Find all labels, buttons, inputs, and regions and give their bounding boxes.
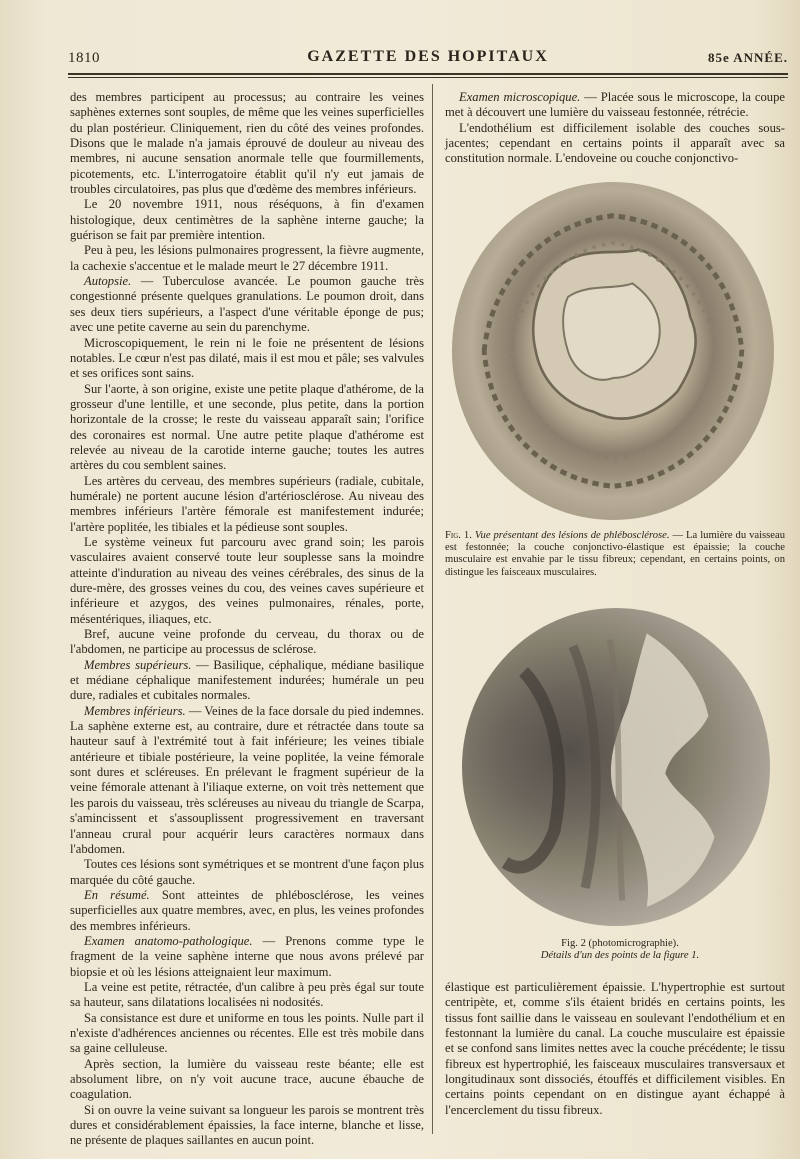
paragraph-text: L'endothélium est difficilement isolable des couches sous-jacentes; cependant en certains points il apparaît avec sa constitution normale. L'endoveine ou couche conjonctivo-	[445, 120, 785, 166]
paragraph-text: Le système veineux fut parcouru avec grand soin; les parois vasculaires avaient conservé toute leur souplesse sans la moindre atteinte d'induration au niveau des veines cérébrales, des sinus de la dure-mère, des grosses veines du cou, des veines caves supérieure et inférieure et azygos, des veines pulmonaires, rénales, porte, mésentériques, iliaques, etc.	[70, 534, 424, 626]
paragraph-text: Les artères du cerveau, des membres supérieurs (radiale, cubitale, humérale) ne portent aucune lésion d'artériosclérose. Au niveau des membres inférieurs l'artère fémorale est manifestement indurée; l'artère poplitée, les tibiales et la pédieuse sont souples.	[70, 473, 424, 534]
paragraph	[70, 658, 424, 704]
paragraph-text: Microscopiquement, le rein ni le foie ne présentent de lésions notables. Le cœur n'est pas dilaté, mais il est mou et pâle; ses valvules et ses orifices sont sains.	[70, 335, 424, 381]
paragraph-lead: Examen microscopique.	[459, 90, 581, 104]
header-rule-thin	[68, 77, 788, 78]
paragraph	[70, 243, 424, 274]
paragraph	[70, 888, 424, 934]
paragraph-text: Le 20 novembre 1911, nous réséquons, à fin d'examen histologique, deux centimètres de la saphène interne gauche; la guérison se fait par première intention.	[70, 197, 424, 243]
paragraph	[445, 980, 785, 1118]
paragraph	[70, 627, 424, 658]
paragraph	[70, 704, 424, 857]
paragraph-lead: En résumé.	[84, 887, 150, 902]
left-column	[70, 90, 424, 1149]
paragraph	[445, 121, 785, 167]
page-header	[68, 48, 788, 70]
photomicrograph-drawing	[462, 608, 770, 926]
paragraph-text: — Prenons comme type le fragment de la veine saphène interne que nous avons prélevé par biopsie et où les lésions atteignaient leur maximum.	[70, 933, 424, 979]
paragraph-text: Toutes ces lésions sont symétriques et se montrent d'une façon plus marquée du côté gauche.	[70, 857, 424, 887]
paragraph	[445, 90, 785, 121]
paragraph	[70, 90, 424, 197]
figure-2-caption	[460, 938, 780, 962]
figure-1-label: Fig. 1.	[445, 530, 472, 541]
paragraph	[70, 382, 424, 474]
paragraph	[70, 535, 424, 627]
paragraph-text: — Basilique, céphalique, médiane basilique et médiane céphalique manifestement indurées; humérale un peu dure, radiales et cubitales normales.	[70, 657, 425, 703]
figure-1-caption-title: Vue présentant des lésions de phlébosclérose.	[474, 530, 670, 541]
paragraph-text: Sa consistance est dure et uniforme en tous les points. Nulle part il n'existe d'adhérences anciennes ou récentes. Elle est très mobile dans sa gaine celluleuse.	[70, 1010, 424, 1056]
paragraph-text: Bref, aucune veine profonde du cerveau, du thorax ou de l'abdomen, ne participe au processus de sclérose.	[70, 627, 424, 657]
paragraph	[70, 980, 424, 1011]
paragraph-text: Peu à peu, les lésions pulmonaires progressent, la fièvre augmente, la cachexie s'accentue et le malade meurt le 27 décembre 1911.	[70, 243, 424, 273]
paragraph-lead: Membres supérieurs.	[84, 657, 192, 672]
figure-2-caption-text: Détails d'un des points de la figure 1.	[540, 950, 700, 962]
right-column-bottom	[445, 980, 785, 1118]
paragraph-text: Si on ouvre la veine suivant sa longueur les parois se montrent très dures et considérablement épaissies, la face interne, blanche et lisse, ne présente de plaques saillantes en aucun point.	[70, 1102, 424, 1148]
paragraph-text: — Placée sous le microscope, la coupe met à découvert une lumière du vaisseau festonnée, rétrécie.	[445, 90, 785, 120]
figure-2-label: Fig. 2 (photomicrographie).	[561, 938, 679, 949]
paragraph	[70, 474, 424, 535]
figure-1-micrograph	[452, 182, 774, 520]
paragraph-lead: Membres inférieurs.	[84, 703, 186, 718]
figure-1-caption	[445, 530, 785, 579]
paragraph-text: Sur l'aorte, à son origine, existe une petite plaque d'athérome, de la grosseur d'une lentille, et une seconde, plus petite, dans la portion horizontale de la crosse; le reste du vaisseau apparaît sain; l'orifice des coronaires est normal. Une autre petite plaque d'athérome est relevée au niveau de la carotide interne gauche; toutes les autres artères du cou semblent saines.	[70, 381, 424, 473]
column-separator	[432, 84, 433, 1134]
figure-2-photomicrograph	[462, 608, 770, 926]
journal-title: GAZETTE DES HOPITAUX	[307, 48, 549, 65]
vein-section-drawing	[452, 182, 774, 520]
paragraph-text: élastique est particulièrement épaissie. L'hypertrophie est surtout centripète, et, comme s'ils étaient bridés en certains points, les tissus font saillie dans le vaisseau en soulevant l'endothélium et en festonnant la lumière du canal. La couche musculaire est épaissie et se confond sans limites nettes avec la couche précédente; le tissu fibreux est hypertrophié, les faisceaux musculaires transversaux et longitudinaux sont dissociés, étouffés et difficilement visibles. En certains points cependant on en distingue ayant échappé à l'encerclement du tissu fibreux.	[445, 980, 785, 1117]
paragraph	[70, 934, 424, 980]
paragraph	[70, 336, 424, 382]
paragraph-text: La veine est petite, rétractée, d'un calibre à peu près égal sur toute sa hauteur, sans dilatations localisées ni nodosités.	[70, 979, 424, 1010]
paragraph	[70, 1011, 424, 1057]
right-column-top	[445, 90, 785, 167]
year-label: 85e ANNÉE.	[707, 50, 788, 65]
paragraph-text: des membres participent au processus; au contraire les veines saphènes externes sont souples, de même que les veines superficielles du plan postérieur. Cliniquement, rien du côté des veines profondes. Disons que le malade n'a jamais éprouvé de douleur au niveau des membres, ni aucune sensation anormale telle que fourmillements, picotements, etc. L'interrogatoire établit qu'il n'y eut jamais de troubles circulatoires, pas plus que d'œdème des membres inférieurs.	[70, 90, 424, 197]
paragraph-text: Après section, la lumière du vaisseau reste béante; elle est absolument libre, on n'y voit aucune trace, aucune ébauche de coagulation.	[70, 1056, 424, 1102]
paragraph	[70, 274, 424, 335]
paragraph	[70, 1057, 424, 1103]
paragraph	[70, 1103, 424, 1149]
page-number: 1810	[68, 50, 100, 66]
paragraph-lead: Examen anatomo-pathologique.	[84, 933, 253, 948]
paragraph	[70, 857, 424, 888]
paragraph-lead: Autopsie.	[84, 274, 132, 289]
paragraph-text: — Veines de la face dorsale du pied indemnes. La saphène externe est, au contraire, dure et rétractée dans toute sa hauteur sauf à l'extrémité tout à fait inférieure; les veines tibiale antérieure et tibiale postérieure, la veine poplitée, la veine fémorale sont dures et scléreuses. En prélevant le fragment supérieur de la veine fémorale attenant à l'iliaque externe, on voit très nettement que les parois du vaisseau, très scléreuses au niveau du triangle de Scarpa, s'amincissent et s'assouplissent progressivement en traversant l'anneau crural pour acquérir leurs caractères normaux dans l'abdomen.	[70, 703, 424, 856]
paragraph	[70, 197, 424, 243]
paragraph-text: — Tuberculose avancée. Le poumon gauche très congestionné présente quelques granulations. Le poumon droit, dans ses deux tiers supérieurs, a l'aspect d'une véritable éponge de pus; avec une petite caverne au sein du parenchyme.	[70, 274, 424, 335]
paragraph-text: Sont atteintes de phlébosclérose, les veines superficielles aux quatre membres, avec, en plus, les veines profondes des membres inférieurs.	[70, 887, 424, 933]
figure-1-caption-text: — La lumière du vaisseau est festonnée; la couche conjonctivo-élastique est épaissie; la couche musculaire est envahie par le tissu fibreux; cependant, en certains points, on distingue les faisceaux musculaires.	[445, 530, 785, 578]
header-rule-thick	[68, 73, 788, 75]
